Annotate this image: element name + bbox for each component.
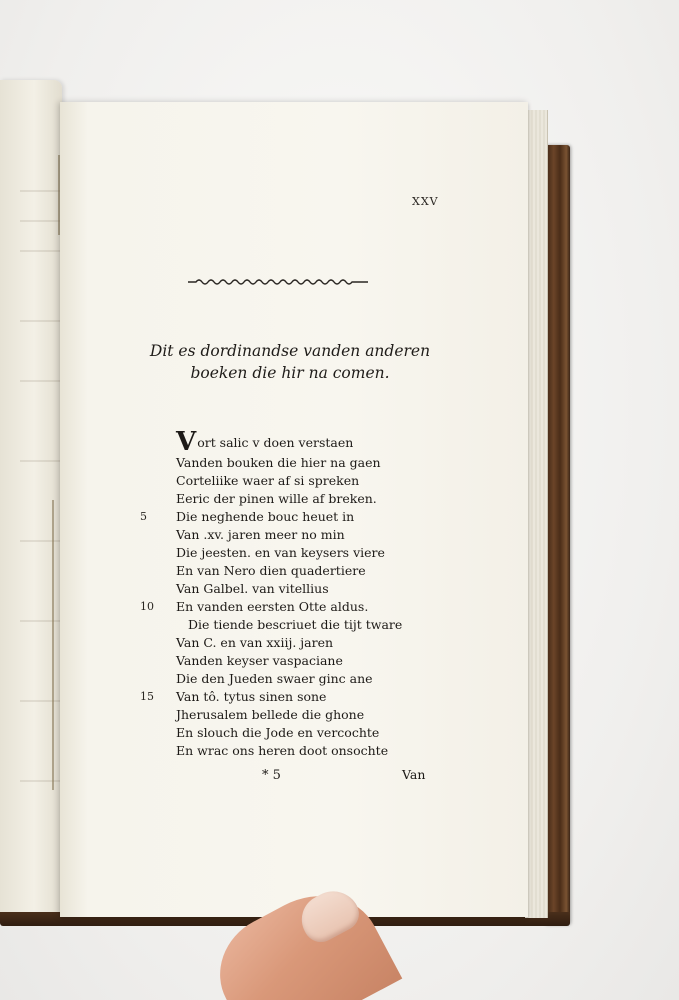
verse-line (140, 580, 460, 598)
verse-line (140, 454, 460, 472)
verse-line (140, 724, 460, 742)
drop-cap: V (176, 427, 197, 457)
verse-text: Van Galbel. van vitellius (176, 581, 329, 596)
wavy-rule-ornament (188, 275, 368, 289)
verse-line (140, 427, 460, 457)
verse-text-rest: ort salic v doen verstaen (197, 435, 354, 450)
heading-line-1: Dit es dordinandse vanden anderen (149, 342, 431, 360)
line-number: 5 (140, 510, 147, 523)
book-cover-edge (545, 145, 570, 925)
verse-text: En wrac ons heren doot onsochte (176, 743, 389, 758)
verse-text: Die neghende bouc heuet in (176, 509, 355, 524)
ghost-line (20, 320, 60, 322)
verse-line (140, 652, 460, 670)
page-edges (525, 110, 548, 918)
line-number: 10 (140, 600, 154, 613)
verse-text: Die den Jueden swaer ginc ane (176, 671, 373, 686)
verse-text: Die jeesten. en van keysers viere (176, 545, 385, 560)
verse-text: En vanden eersten Otte aldus. (176, 599, 369, 614)
ghost-line (20, 250, 60, 252)
ghost-line (20, 190, 60, 192)
verse-line (140, 670, 460, 688)
verse-line (140, 742, 460, 760)
verse-text: Vanden keyser vaspaciane (176, 653, 343, 668)
verse-block (140, 428, 460, 760)
verse-line (140, 490, 460, 508)
verse-text: En van Nero dien quadertiere (176, 563, 366, 578)
line-number: 15 (140, 690, 154, 703)
ghost-line (20, 620, 60, 622)
verse-text: Corteliike waer af si spreken (176, 473, 360, 488)
ghost-line (20, 460, 60, 462)
heading-line-2: boeken die hir na comen. (190, 364, 390, 382)
ghost-line (20, 780, 60, 782)
ghost-line (20, 540, 60, 542)
ghost-line (20, 380, 60, 382)
verse-line (140, 706, 460, 724)
section-heading (120, 340, 460, 384)
ghost-line (20, 700, 60, 702)
verse-text: En slouch die Jode en vercochte (176, 725, 380, 740)
verse-line (140, 544, 460, 562)
verse-line (140, 598, 460, 616)
page-number: XXV (412, 195, 439, 208)
verse-text: Jherusalem bellede die ghone (176, 707, 365, 722)
verse-line (140, 688, 460, 706)
gutter-mark (52, 500, 54, 790)
verse-text: Van .xv. jaren meer no min (176, 527, 345, 542)
verse-text: Van C. en van xxiij. jaren (176, 635, 334, 650)
verse-line (140, 508, 460, 526)
ghost-line (20, 220, 60, 222)
verse-text: Vanden bouken die hier na gaen (176, 455, 381, 470)
catchword: Van (402, 767, 426, 782)
signature-mark: * 5 (262, 768, 281, 783)
verse-line (140, 526, 460, 544)
verse-line (140, 472, 460, 490)
verse-line (140, 616, 460, 634)
verse-line (140, 634, 460, 652)
verse-line (140, 562, 460, 580)
verse-text: Eeric der pinen wille af breken. (176, 491, 377, 506)
verse-text: Die tiende bescriuet die tijt tware (188, 617, 403, 632)
verse-text: Van tô. tytus sinen sone (176, 689, 327, 704)
